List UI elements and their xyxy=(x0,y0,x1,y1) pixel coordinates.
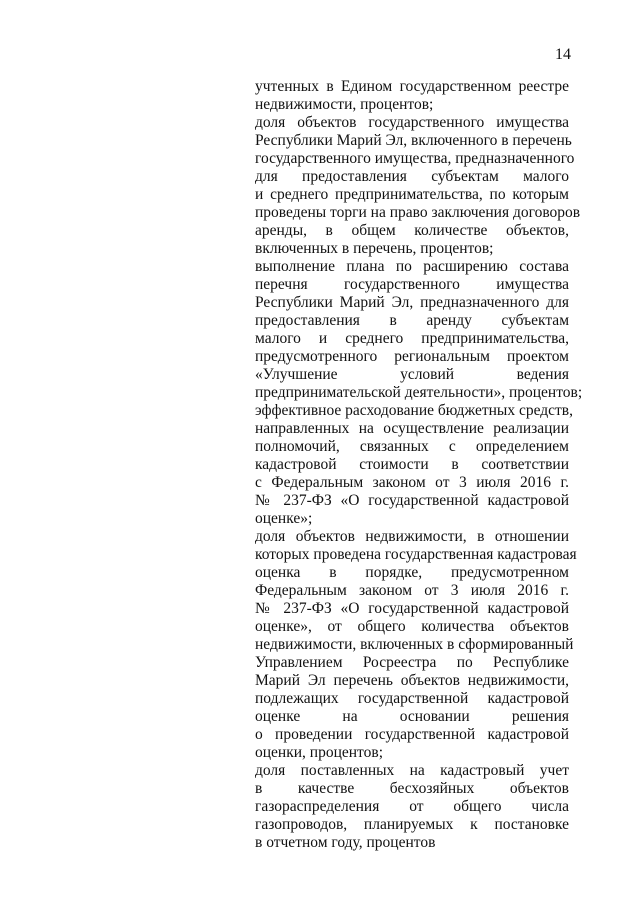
text-line: Управлением Росреестра по Республике xyxy=(255,654,569,671)
text-line: доля объектов государственного имущества xyxy=(255,114,569,131)
text-line: эффективное расходование бюджетных средств, xyxy=(255,402,573,419)
text-line: Марий Эл перечень объектов недвижимости, xyxy=(255,672,569,689)
text-line: оценке»; xyxy=(255,510,313,527)
text-line: направленных на осуществление реализации xyxy=(255,420,569,437)
text-line: в качестве бесхозяйных объектов xyxy=(255,780,569,797)
text-line: доля поставленных на кадастровый учет xyxy=(255,762,569,779)
text-line: подлежащих государственной кадастровой xyxy=(255,690,569,707)
text-line: которых проведена государственная кадастровая xyxy=(255,546,577,563)
text-line: недвижимости, включенных в сформированный xyxy=(255,636,574,653)
text-line: о проведении государственной кадастровой xyxy=(255,726,569,743)
text-line: выполнение плана по расширению состава xyxy=(255,258,569,275)
text-line: кадастровой стоимости в соответствии xyxy=(255,456,569,473)
text-line: в отчетном году, процентов xyxy=(255,834,436,851)
text-line: оценке на основании решения xyxy=(255,708,569,725)
text-line: государственного имущества, предназначенного xyxy=(255,150,575,167)
text-line: включенных в перечень, процентов; xyxy=(255,240,494,257)
text-line: Республики Марий Эл, включенного в перечень xyxy=(255,132,572,149)
text-line: недвижимости, процентов; xyxy=(255,96,434,113)
text-line: «Улучшение условий ведения xyxy=(255,366,569,383)
text-line: газопроводов, планируемых к постановке xyxy=(255,816,569,833)
page-number: 14 xyxy=(555,46,571,63)
text-line: и среднего предпринимательства, по которым xyxy=(255,186,569,203)
text-line: полномочий, связанных с определением xyxy=(255,438,569,455)
text-line: малого и среднего предпринимательства, xyxy=(255,330,569,347)
text-line: предусмотренного региональным проектом xyxy=(255,348,569,365)
text-line: № 237-ФЗ «О государственной кадастровой xyxy=(255,600,569,617)
text-line: для предоставления субъектам малого xyxy=(255,168,569,185)
text-line: проведены торги на право заключения договоров xyxy=(255,204,581,221)
text-line: Федеральным законом от 3 июля 2016 г. xyxy=(255,582,569,599)
text-line: перечня государственного имущества xyxy=(255,276,569,293)
text-line: газораспределения от общего числа xyxy=(255,798,569,815)
text-line: аренды, в общем количестве объектов, xyxy=(255,222,569,239)
text-line: предпринимательской деятельности», процентов; xyxy=(255,384,583,401)
text-line: оценке», от общего количества объектов xyxy=(255,618,569,635)
text-line: оценка в порядке, предусмотренном xyxy=(255,564,569,581)
text-line: Республики Марий Эл, предназначенного для xyxy=(255,294,569,311)
text-line: с Федеральным законом от 3 июля 2016 г. xyxy=(255,474,569,491)
text-line: оценки, процентов; xyxy=(255,744,384,761)
document-text-column xyxy=(255,78,583,852)
text-line: учтенных в Едином государственном реестре xyxy=(255,78,569,95)
text-line: № 237-ФЗ «О государственной кадастровой xyxy=(255,492,569,509)
text-line: предоставления в аренду субъектам xyxy=(255,312,569,329)
text-line: доля объектов недвижимости, в отношении xyxy=(255,528,569,545)
